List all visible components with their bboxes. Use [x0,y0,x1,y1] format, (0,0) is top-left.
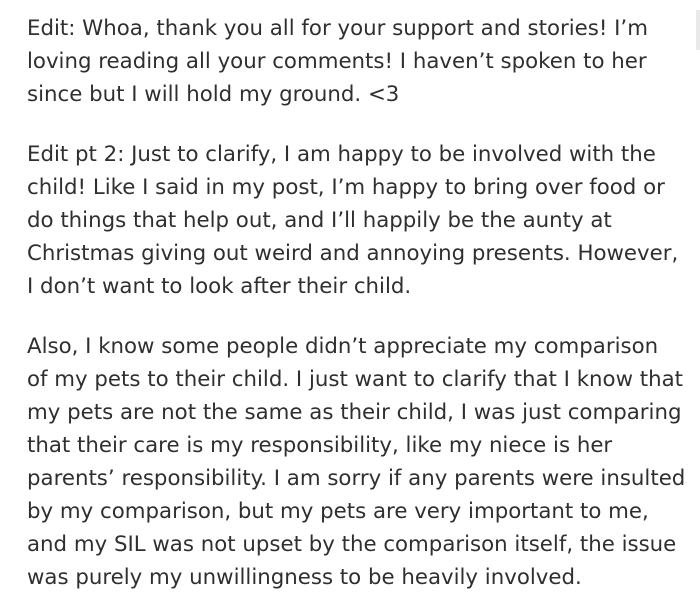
clarification-paragraph [27,330,692,594]
text-line: that their care is my responsibility, like my niece is her [27,433,613,458]
text-line: Edit: Whoa, thank you all for your support and stories! I’m [27,16,648,41]
text-line: of my pets to their child. I just want to clarify that I know that [27,367,684,392]
text-line: and my SIL was not upset by the comparison itself, the issue [27,532,677,557]
text-line: child! Like I said in my post, I’m happy to bring over food or [27,175,665,200]
edit-2-paragraph [27,138,692,303]
post-body [27,12,692,594]
edit-1-paragraph [27,12,692,111]
text-line: parents’ responsibility. I am sorry if any parents were insulted [27,466,686,491]
text-line: Edit pt 2: Just to clarify, I am happy to be involved with the [27,142,656,167]
edge-scroll-indicator [696,10,700,50]
text-line: was purely my unwillingness to be heavily involved. [27,565,582,590]
text-line: by my comparison, but my pets are very important to me, [27,499,649,524]
text-line: Christmas giving out weird and annoying presents. However, [27,241,679,266]
text-line: I don’t want to look after their child. [27,274,412,299]
text-line: since but I will hold my ground. <3 [27,82,400,107]
text-line: do things that help out, and I’ll happily be the aunty at [27,208,612,233]
text-line: loving reading all your comments! I haven’t spoken to her [27,49,647,74]
text-line: Also, I know some people didn’t appreciate my comparison [27,334,659,359]
text-line: my pets are not the same as their child, I was just comparing [27,400,682,425]
